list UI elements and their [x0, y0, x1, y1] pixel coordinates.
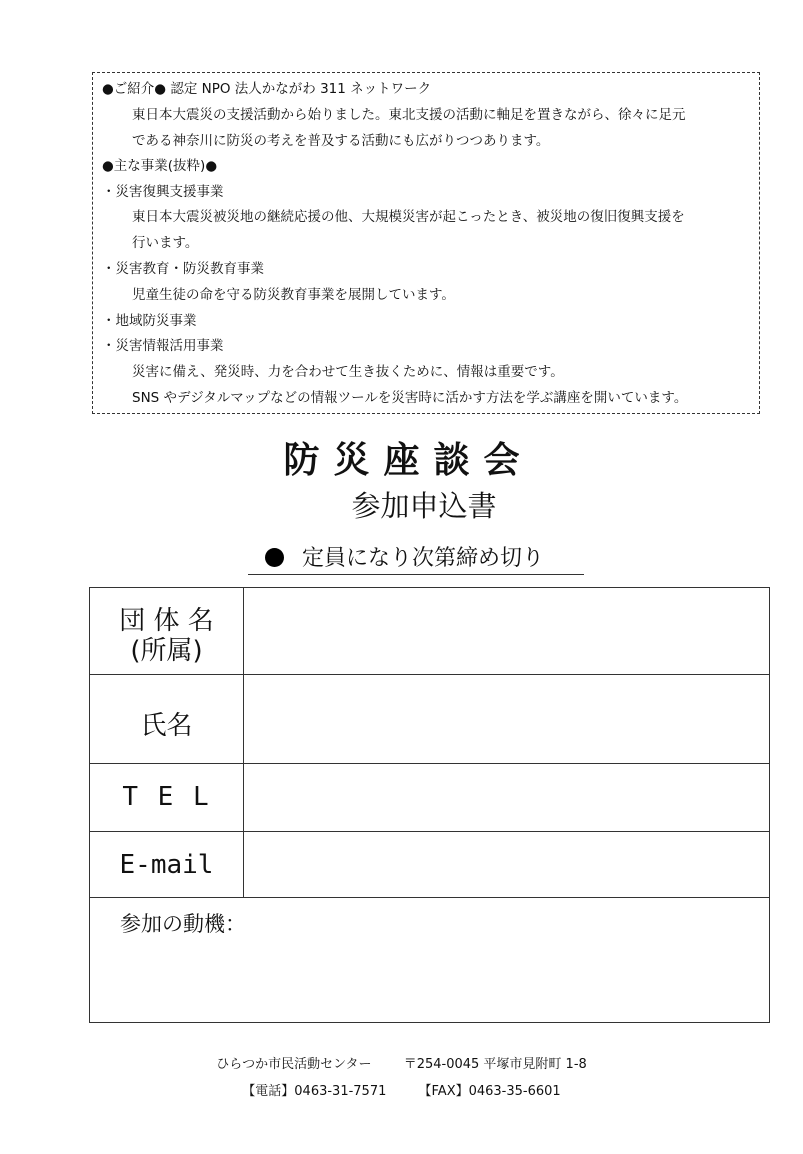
center-name: ひらつか市民活動センター: [216, 1057, 372, 1072]
page-title: 防災座談会: [283, 440, 534, 481]
footer-address-line: [0, 1053, 803, 1072]
intro-description-line: 東日本大震災の支援活動から始りました。東北支援の活動に軸足を置きながら、徐々に足元: [132, 107, 686, 123]
deadline-notice: [248, 544, 584, 575]
footer-contact-line: [0, 1080, 803, 1099]
page-subtitle: 参加申込書: [351, 489, 497, 523]
email-field[interactable]: [244, 832, 769, 897]
business-item-title: ・地域防災事業: [102, 313, 197, 329]
center-address: 〒254-0045 平塚市見附町 1-8: [403, 1057, 587, 1072]
business-item-title: ・災害情報活用事業: [102, 338, 224, 354]
center-phone: 【電話】0463-31-7571: [242, 1084, 387, 1099]
org-name-label: [90, 606, 243, 666]
tel-field[interactable]: [244, 764, 769, 831]
motive-label: 参加の動機：: [120, 912, 246, 936]
tel-label: T E L: [122, 782, 211, 812]
business-item-text: 東日本大震災被災地の継続応援の他、大規模災害が起こったとき、被災地の復旧復興支援を: [132, 209, 685, 225]
center-fax: 【FAX】0463-35-6601: [418, 1084, 561, 1099]
org-name-field[interactable]: [244, 588, 769, 674]
business-item-text: SNS やデジタルマップなどの情報ツールを災害時に活かす方法を学ぶ講座を開いています。: [132, 390, 688, 406]
bullet-icon: [265, 548, 284, 567]
email-label: E-mail: [119, 850, 214, 880]
name-label: 氏名: [140, 711, 193, 741]
business-item-text: 児童生徒の命を守る防災教育事業を展開しています。: [132, 287, 455, 303]
org-name-label-main: 団 体 名: [119, 606, 214, 636]
business-item-text: 災害に備え、発災時、力を合わせて生き抜くために、情報は重要です。: [132, 364, 564, 380]
organization-intro-box: [92, 72, 760, 414]
business-item-title: ・災害復興支援事業: [102, 184, 224, 200]
business-item-text: 行います。: [132, 235, 199, 251]
motive-field[interactable]: [90, 898, 769, 1022]
business-heading: ●主な事業(抜粋)●: [102, 158, 218, 174]
application-form: [89, 587, 770, 1023]
business-item-title: ・災害教育・防災教育事業: [102, 261, 264, 277]
name-field[interactable]: [244, 675, 769, 763]
intro-heading: ●ご紹介● 認定 NPO 法人かながわ 311 ネットワーク: [102, 81, 432, 97]
deadline-text: 定員になり次第締め切り: [302, 546, 545, 571]
intro-description-line: である神奈川に防災の考えを普及する活動にも広がりつつあります。: [132, 133, 550, 149]
org-name-label-sub: (所属): [130, 636, 203, 666]
